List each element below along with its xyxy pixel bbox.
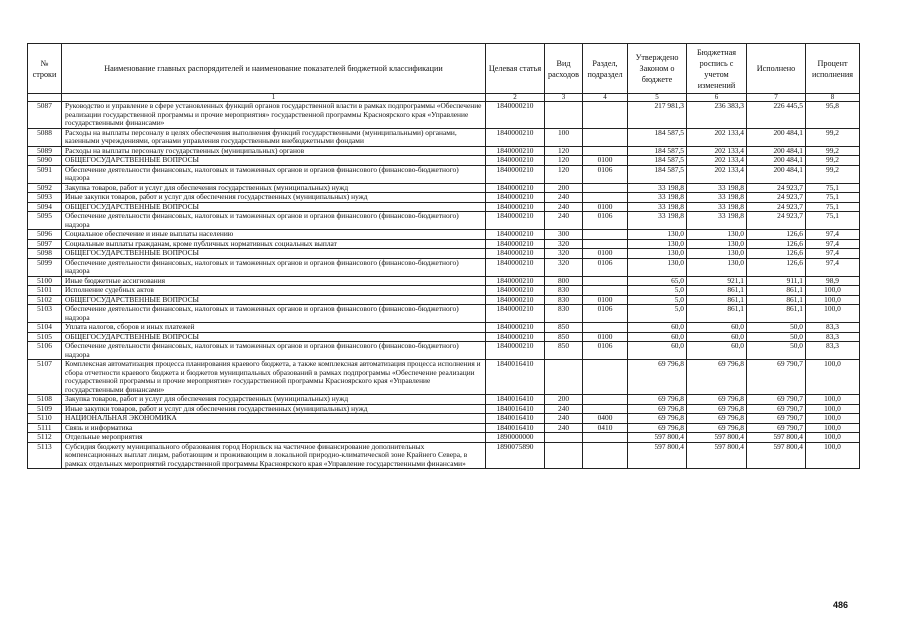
table-body [28, 102, 860, 469]
executed-amount-cell: 24 923,7 [747, 183, 806, 193]
percent-cell: 100,0 [806, 423, 860, 433]
budget-report-sheet [27, 43, 860, 469]
table-row [28, 249, 860, 259]
section-cell [583, 286, 628, 296]
approved-amount-cell: 5,0 [628, 295, 687, 305]
row-number-cell: 5099 [28, 258, 62, 276]
percent-cell: 97,4 [806, 249, 860, 259]
row-name-cell: Субсидия бюджету муниципального образования город Норильск на частичное финансирование дополнительных компенсационных выплат лицам, работающим и проживающим в локальной природно-климатической зоне Крайнего Севера, в рамках отдельных мероприятий государственной программы Красноярского края «Управление государственными финансами» [62, 442, 486, 469]
budget-amount-cell: 130,0 [687, 230, 747, 240]
row-number-cell: 5101 [28, 286, 62, 296]
row-number-cell: 5102 [28, 295, 62, 305]
executed-amount-cell: 200 484,1 [747, 156, 806, 166]
budget-amount-cell: 33 198,8 [687, 183, 747, 193]
percent-cell: 99,2 [806, 128, 860, 146]
executed-amount-cell: 126,6 [747, 258, 806, 276]
budget-amount-cell: 861,1 [687, 295, 747, 305]
approved-amount-cell: 184 587,5 [628, 146, 687, 156]
section-cell: 0100 [583, 295, 628, 305]
percent-cell: 100,0 [806, 433, 860, 443]
target-article-cell: 1840016410 [486, 404, 545, 414]
approved-amount-cell: 33 198,8 [628, 193, 687, 203]
row-name-cell: Комплексная автоматизация процесса планирования краевого бюджета, а также комплексная автоматизация процесса исполнения и сбора отчетности краевого бюджета и бюджетов муниципальных образований в рамках подпрограммы «Обеспечение реализации государственной программы и прочие мероприятия» государственной программы Красноярского края «Управление государственными финансами» [62, 360, 486, 395]
executed-amount-cell: 200 484,1 [747, 128, 806, 146]
section-cell [583, 128, 628, 146]
row-name-cell: ОБЩЕГОСУДАРСТВЕННЫЕ ВОПРОСЫ [62, 202, 486, 212]
budget-amount-cell: 130,0 [687, 239, 747, 249]
percent-cell: 97,4 [806, 239, 860, 249]
executed-amount-cell: 861,1 [747, 305, 806, 323]
target-article-cell: 1840000210 [486, 212, 545, 230]
approved-amount-cell: 33 198,8 [628, 212, 687, 230]
section-cell [583, 193, 628, 203]
row-number-cell: 5104 [28, 323, 62, 333]
row-number-cell: 5089 [28, 146, 62, 156]
percent-cell: 100,0 [806, 404, 860, 414]
target-article-cell: 1840000210 [486, 156, 545, 166]
executed-amount-cell: 69 790,7 [747, 414, 806, 424]
target-article-cell: 1840016410 [486, 395, 545, 405]
percent-cell: 95,8 [806, 102, 860, 129]
row-number-cell: 5091 [28, 165, 62, 183]
header-percent: Процент исполнения [806, 44, 860, 94]
page-number: 486 [833, 600, 849, 610]
executed-amount-cell: 24 923,7 [747, 212, 806, 230]
budget-table [27, 43, 860, 469]
budget-amount-cell: 33 198,8 [687, 193, 747, 203]
row-name-cell: Уплата налогов, сборов и иных платежей [62, 323, 486, 333]
section-cell: 0106 [583, 305, 628, 323]
target-article-cell: 1840000210 [486, 128, 545, 146]
expense-type-cell: 830 [545, 286, 583, 296]
executed-amount-cell: 200 484,1 [747, 146, 806, 156]
executed-amount-cell: 126,6 [747, 249, 806, 259]
row-name-cell: ОБЩЕГОСУДАРСТВЕННЫЕ ВОПРОСЫ [62, 332, 486, 342]
row-name-cell: ОБЩЕГОСУДАРСТВЕННЫЕ ВОПРОСЫ [62, 249, 486, 259]
section-cell [583, 276, 628, 286]
target-article-cell: 1840000210 [486, 193, 545, 203]
executed-amount-cell: 126,6 [747, 230, 806, 240]
expense-type-cell [545, 360, 583, 395]
budget-amount-cell: 69 796,8 [687, 404, 747, 414]
budget-amount-cell: 60,0 [687, 332, 747, 342]
row-name-cell: Расходы на выплаты персоналу государственных (муниципальных) органов [62, 146, 486, 156]
section-cell [583, 395, 628, 405]
executed-amount-cell: 861,1 [747, 295, 806, 305]
row-number-cell: 5096 [28, 230, 62, 240]
row-name-cell: Иные закупки товаров, работ и услуг для обеспечения государственных (муниципальных) нужд [62, 193, 486, 203]
row-name-cell: Обеспечение деятельности финансовых, налоговых и таможенных органов и органов финансового (финансово-бюджетного) надзора [62, 258, 486, 276]
target-article-cell: 1840016410 [486, 414, 545, 424]
table-row [28, 230, 860, 240]
expense-type-cell [545, 442, 583, 469]
target-article-cell: 1840000210 [486, 323, 545, 333]
budget-amount-cell: 202 133,4 [687, 165, 747, 183]
target-article-cell: 1840016410 [486, 360, 545, 395]
section-cell: 0106 [583, 165, 628, 183]
budget-amount-cell: 60,0 [687, 323, 747, 333]
row-number-cell: 5092 [28, 183, 62, 193]
table-row [28, 395, 860, 405]
approved-amount-cell: 184 587,5 [628, 128, 687, 146]
approved-amount-cell: 130,0 [628, 239, 687, 249]
row-name-cell: Иные бюджетные ассигнования [62, 276, 486, 286]
table-row [28, 202, 860, 212]
percent-cell: 100,0 [806, 442, 860, 469]
table-row [28, 183, 860, 193]
table-row [28, 433, 860, 443]
row-name-cell: Отдельные мероприятия [62, 433, 486, 443]
section-cell [583, 230, 628, 240]
budget-amount-cell: 33 198,8 [687, 212, 747, 230]
expense-type-cell: 240 [545, 202, 583, 212]
executed-amount-cell: 861,1 [747, 286, 806, 296]
section-cell [583, 360, 628, 395]
budget-amount-cell: 130,0 [687, 249, 747, 259]
row-name-cell: ОБЩЕГОСУДАРСТВЕННЫЕ ВОПРОСЫ [62, 156, 486, 166]
approved-amount-cell: 130,0 [628, 258, 687, 276]
percent-cell: 100,0 [806, 286, 860, 296]
expense-type-cell: 240 [545, 212, 583, 230]
approved-amount-cell: 5,0 [628, 305, 687, 323]
budget-amount-cell: 130,0 [687, 258, 747, 276]
expense-type-cell: 100 [545, 128, 583, 146]
percent-cell: 98,9 [806, 276, 860, 286]
target-article-cell: 1840000210 [486, 276, 545, 286]
budget-amount-cell: 202 133,4 [687, 156, 747, 166]
row-number-cell: 5112 [28, 433, 62, 443]
row-number-cell: 5105 [28, 332, 62, 342]
percent-cell: 75,1 [806, 193, 860, 203]
row-name-cell: Обеспечение деятельности финансовых, налоговых и таможенных органов и органов финансового (финансово-бюджетного) надзора [62, 305, 486, 323]
target-article-cell: 1840000210 [486, 258, 545, 276]
row-number-cell: 5108 [28, 395, 62, 405]
expense-type-cell: 830 [545, 305, 583, 323]
header-budget-schedule: Бюджетная роспись с учетом изменений [687, 44, 747, 94]
column-number: 2 [486, 94, 545, 102]
percent-cell: 100,0 [806, 295, 860, 305]
table-row [28, 442, 860, 469]
expense-type-cell: 120 [545, 156, 583, 166]
budget-amount-cell: 236 383,3 [687, 102, 747, 129]
row-number-cell: 5093 [28, 193, 62, 203]
section-cell [583, 102, 628, 129]
target-article-cell: 1840000210 [486, 239, 545, 249]
approved-amount-cell: 69 796,8 [628, 423, 687, 433]
row-name-cell: Исполнение судебных актов [62, 286, 486, 296]
table-row [28, 258, 860, 276]
row-number-cell: 5088 [28, 128, 62, 146]
column-number: 6 [687, 94, 747, 102]
expense-type-cell: 850 [545, 323, 583, 333]
approved-amount-cell: 184 587,5 [628, 156, 687, 166]
approved-amount-cell: 69 796,8 [628, 414, 687, 424]
percent-cell: 75,1 [806, 212, 860, 230]
budget-amount-cell: 921,1 [687, 276, 747, 286]
section-cell: 0100 [583, 249, 628, 259]
table-row [28, 295, 860, 305]
executed-amount-cell: 69 790,7 [747, 404, 806, 414]
section-cell [583, 323, 628, 333]
section-cell [583, 433, 628, 443]
table-row [28, 342, 860, 360]
header-name: Наименование главных распорядителей и наименование показателей бюджетной классификации [62, 44, 486, 94]
column-number: 4 [583, 94, 628, 102]
table-row [28, 102, 860, 129]
table-row [28, 165, 860, 183]
column-number: 1 [62, 94, 486, 102]
approved-amount-cell: 60,0 [628, 342, 687, 360]
table-row [28, 323, 860, 333]
approved-amount-cell: 60,0 [628, 323, 687, 333]
expense-type-cell: 850 [545, 332, 583, 342]
expense-type-cell: 320 [545, 239, 583, 249]
percent-cell: 99,2 [806, 165, 860, 183]
budget-amount-cell: 69 796,8 [687, 414, 747, 424]
percent-cell: 83,3 [806, 323, 860, 333]
row-name-cell: Социальное обеспечение и иные выплаты населению [62, 230, 486, 240]
section-cell: 0100 [583, 202, 628, 212]
table-row [28, 414, 860, 424]
expense-type-cell: 850 [545, 342, 583, 360]
budget-amount-cell: 597 800,4 [687, 433, 747, 443]
budget-amount-cell: 861,1 [687, 305, 747, 323]
table-row [28, 146, 860, 156]
row-name-cell: Социальные выплаты гражданам, кроме публичных нормативных социальных выплат [62, 239, 486, 249]
expense-type-cell: 320 [545, 249, 583, 259]
expense-type-cell: 320 [545, 258, 583, 276]
approved-amount-cell: 69 796,8 [628, 360, 687, 395]
expense-type-cell: 240 [545, 423, 583, 433]
budget-amount-cell: 202 133,4 [687, 128, 747, 146]
percent-cell: 100,0 [806, 395, 860, 405]
approved-amount-cell: 5,0 [628, 286, 687, 296]
target-article-cell: 1840000210 [486, 202, 545, 212]
executed-amount-cell: 597 800,4 [747, 433, 806, 443]
approved-amount-cell: 33 198,8 [628, 183, 687, 193]
row-number-cell: 5097 [28, 239, 62, 249]
target-article-cell: 1840000210 [486, 146, 545, 156]
table-header [28, 44, 860, 102]
row-number-cell: 5087 [28, 102, 62, 129]
header-target-article: Целевая статья [486, 44, 545, 94]
approved-amount-cell: 65,0 [628, 276, 687, 286]
table-row [28, 404, 860, 414]
expense-type-cell: 800 [545, 276, 583, 286]
row-number-cell: 5100 [28, 276, 62, 286]
budget-amount-cell: 69 796,8 [687, 360, 747, 395]
expense-type-cell [545, 102, 583, 129]
percent-cell: 99,2 [806, 146, 860, 156]
table-row [28, 193, 860, 203]
percent-cell: 75,1 [806, 202, 860, 212]
expense-type-cell: 200 [545, 395, 583, 405]
table-row [28, 332, 860, 342]
row-name-cell: Иные закупки товаров, работ и услуг для обеспечения государственных (муниципальных) нужд [62, 404, 486, 414]
row-number-cell: 5098 [28, 249, 62, 259]
row-name-cell: Обеспечение деятельности финансовых, налоговых и таможенных органов и органов финансового (финансово-бюджетного) надзора [62, 342, 486, 360]
executed-amount-cell: 24 923,7 [747, 193, 806, 203]
section-cell: 0410 [583, 423, 628, 433]
executed-amount-cell: 200 484,1 [747, 165, 806, 183]
target-article-cell: 1840000210 [486, 332, 545, 342]
column-number: 7 [747, 94, 806, 102]
approved-amount-cell: 33 198,8 [628, 202, 687, 212]
row-name-cell: НАЦИОНАЛЬНАЯ ЭКОНОМИКА [62, 414, 486, 424]
section-cell [583, 442, 628, 469]
header-expense-type: Вид расходов [545, 44, 583, 94]
target-article-cell: 1890075890 [486, 442, 545, 469]
column-number: 3 [545, 94, 583, 102]
target-article-cell: 1840000210 [486, 342, 545, 360]
section-cell: 0106 [583, 212, 628, 230]
row-name-cell: Закупка товаров, работ и услуг для обеспечения государственных (муниципальных) нужд [62, 183, 486, 193]
table-row [28, 305, 860, 323]
section-cell: 0400 [583, 414, 628, 424]
header-section: Раздел, подраздел [583, 44, 628, 94]
budget-amount-cell: 60,0 [687, 342, 747, 360]
percent-cell: 75,1 [806, 183, 860, 193]
column-number: 8 [806, 94, 860, 102]
section-cell: 0100 [583, 332, 628, 342]
approved-amount-cell: 217 981,3 [628, 102, 687, 129]
budget-amount-cell: 861,1 [687, 286, 747, 296]
section-cell [583, 239, 628, 249]
approved-amount-cell: 184 587,5 [628, 165, 687, 183]
section-cell: 0106 [583, 258, 628, 276]
row-number-cell: 5106 [28, 342, 62, 360]
percent-cell: 97,4 [806, 258, 860, 276]
column-number [28, 94, 62, 102]
approved-amount-cell: 597 800,4 [628, 433, 687, 443]
executed-amount-cell: 226 445,5 [747, 102, 806, 129]
executed-amount-cell: 50,0 [747, 323, 806, 333]
section-cell [583, 146, 628, 156]
target-article-cell: 1890000000 [486, 433, 545, 443]
row-number-cell: 5103 [28, 305, 62, 323]
expense-type-cell: 200 [545, 183, 583, 193]
executed-amount-cell: 24 923,7 [747, 202, 806, 212]
expense-type-cell: 120 [545, 165, 583, 183]
percent-cell: 100,0 [806, 414, 860, 424]
percent-cell: 97,4 [806, 230, 860, 240]
approved-amount-cell: 130,0 [628, 230, 687, 240]
table-row [28, 128, 860, 146]
expense-type-cell: 240 [545, 414, 583, 424]
row-name-cell: Связь и информатика [62, 423, 486, 433]
header-executed: Исполнено [747, 44, 806, 94]
target-article-cell: 1840000210 [486, 305, 545, 323]
approved-amount-cell: 60,0 [628, 332, 687, 342]
row-name-cell: Руководство и управление в сфере установленных функций органов государственной власти в рамках подпрограммы «Обеспечение реализации государственной программы и прочие мероприятия» государственной программы Красноярского края «Управление государственными финансами» [62, 102, 486, 129]
expense-type-cell: 830 [545, 295, 583, 305]
budget-amount-cell: 597 800,4 [687, 442, 747, 469]
executed-amount-cell: 50,0 [747, 332, 806, 342]
target-article-cell: 1840000210 [486, 295, 545, 305]
header-row-number: № строки [28, 44, 62, 94]
table-row [28, 286, 860, 296]
expense-type-cell: 120 [545, 146, 583, 156]
table-row [28, 360, 860, 395]
section-cell [583, 183, 628, 193]
expense-type-cell: 240 [545, 193, 583, 203]
budget-amount-cell: 33 198,8 [687, 202, 747, 212]
row-name-cell: Расходы на выплаты персоналу в целях обеспечения выполнения функций государственными (муниципальными) органами, казенными учреждениями, органами управления государственными внебюджетными фондами [62, 128, 486, 146]
table-row [28, 239, 860, 249]
executed-amount-cell: 69 790,7 [747, 395, 806, 405]
row-name-cell: Обеспечение деятельности финансовых, налоговых и таможенных органов и органов финансового (финансово-бюджетного) надзора [62, 212, 486, 230]
executed-amount-cell: 597 800,4 [747, 442, 806, 469]
row-number-cell: 5110 [28, 414, 62, 424]
expense-type-cell [545, 433, 583, 443]
percent-cell: 99,2 [806, 156, 860, 166]
table-row [28, 156, 860, 166]
target-article-cell: 1840000210 [486, 165, 545, 183]
approved-amount-cell: 69 796,8 [628, 404, 687, 414]
row-number-cell: 5107 [28, 360, 62, 395]
column-number: 5 [628, 94, 687, 102]
header-approved: Утверждено Законом о бюджете [628, 44, 687, 94]
row-number-cell: 5113 [28, 442, 62, 469]
target-article-cell: 1840000210 [486, 249, 545, 259]
row-number-cell: 5111 [28, 423, 62, 433]
approved-amount-cell: 597 800,4 [628, 442, 687, 469]
executed-amount-cell: 50,0 [747, 342, 806, 360]
table-row [28, 423, 860, 433]
row-name-cell: ОБЩЕГОСУДАРСТВЕННЫЕ ВОПРОСЫ [62, 295, 486, 305]
budget-amount-cell: 69 796,8 [687, 395, 747, 405]
row-number-cell: 5090 [28, 156, 62, 166]
section-cell: 0106 [583, 342, 628, 360]
executed-amount-cell: 126,6 [747, 239, 806, 249]
target-article-cell: 1840016410 [486, 423, 545, 433]
table-row [28, 276, 860, 286]
row-number-cell: 5094 [28, 202, 62, 212]
percent-cell: 100,0 [806, 305, 860, 323]
percent-cell: 100,0 [806, 360, 860, 395]
executed-amount-cell: 69 790,7 [747, 360, 806, 395]
target-article-cell: 1840000210 [486, 102, 545, 129]
percent-cell: 83,3 [806, 332, 860, 342]
approved-amount-cell: 130,0 [628, 249, 687, 259]
executed-amount-cell: 69 790,7 [747, 423, 806, 433]
executed-amount-cell: 911,1 [747, 276, 806, 286]
row-number-cell: 5109 [28, 404, 62, 414]
expense-type-cell: 300 [545, 230, 583, 240]
target-article-cell: 1840000210 [486, 183, 545, 193]
target-article-cell: 1840000210 [486, 230, 545, 240]
expense-type-cell: 240 [545, 404, 583, 414]
row-name-cell: Закупка товаров, работ и услуг для обеспечения государственных (муниципальных) нужд [62, 395, 486, 405]
approved-amount-cell: 69 796,8 [628, 395, 687, 405]
column-number-row [28, 94, 860, 102]
row-number-cell: 5095 [28, 212, 62, 230]
percent-cell: 83,3 [806, 342, 860, 360]
budget-amount-cell: 69 796,8 [687, 423, 747, 433]
section-cell: 0100 [583, 156, 628, 166]
row-name-cell: Обеспечение деятельности финансовых, налоговых и таможенных органов и органов финансового (финансово-бюджетного) надзора [62, 165, 486, 183]
table-row [28, 212, 860, 230]
budget-amount-cell: 202 133,4 [687, 146, 747, 156]
target-article-cell: 1840000210 [486, 286, 545, 296]
section-cell [583, 404, 628, 414]
